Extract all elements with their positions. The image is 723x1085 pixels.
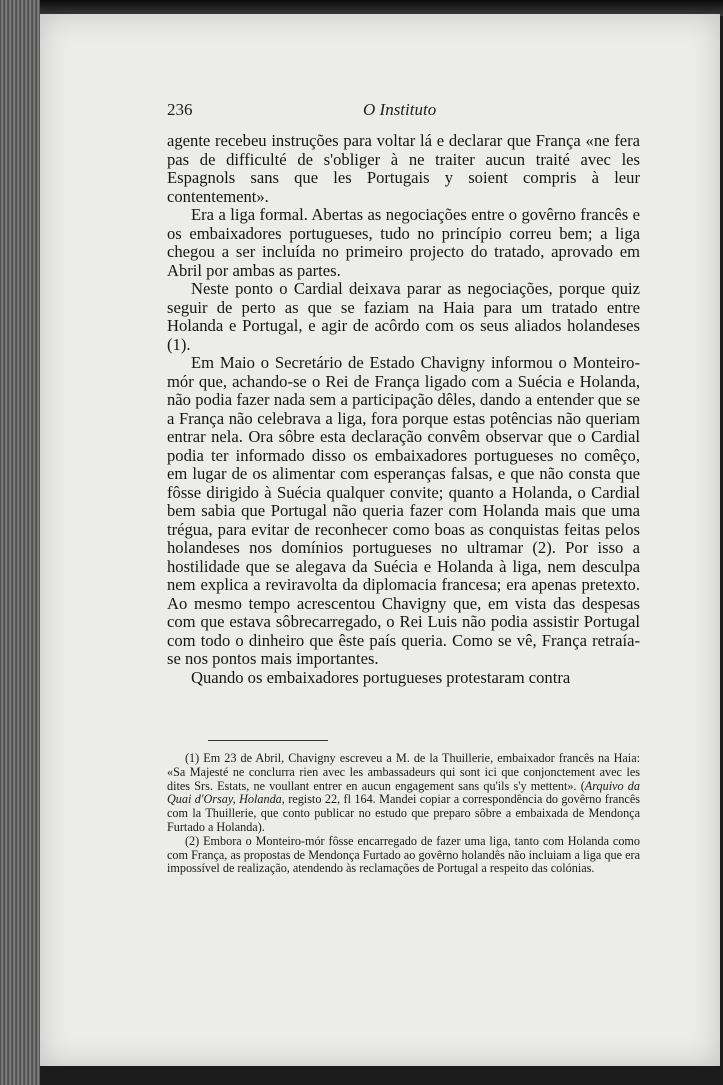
book-page-edges (0, 0, 40, 1085)
running-head (167, 100, 647, 124)
paragraph: Quando os embaixadores portugueses protestaram contra (191, 667, 571, 687)
journal-title: O Instituto (363, 100, 437, 119)
footnote-1-text: (1) Em 23 de Abril, Chavigny escreveu a M. de la Thuillerie, embaixador francês na Haia: «Sa Majesté ne conclurra rien avec les ambassadeurs qui sont ici que conjonctement avec les dites Srs. Estats, ne voullant entrer en aucun engagement sans qu'ils s'y mettent». ( (167, 751, 640, 793)
page-number: 236 (167, 100, 193, 119)
paragraph: Neste ponto o Cardial deixava parar as negociações, porque quiz seguir de perto as que se faziam na Haia para um tratado entre Holanda e Portugal, e agir de acôrdo com os seus aliados holandeses (1). (167, 279, 640, 354)
footnote-1-rest: , registo 22, fl 164. Mandei copiar a correspondência do govêrno francês com la Thuillerie, que conto publicar no estudo que preparo sôbre a embaixada de Mendonça Furtado a Holanda). (167, 792, 640, 834)
paragraph: Em Maio o Secretário de Estado Chavigny informou o Monteiro-mór que, achando-se o Rei de França ligado com a Suécia e Holanda, não podia fazer nada sem a participação dêles, dando a entender que se a França não celebrava a liga, fora porque estas potências não queriam entrar nela. Ora sôbre esta declaração convêm observar que o Cardial podia ter informado disso os embaixadores portugueses no comêço, em lugar de os alimentar com esperanças falsas, e que não consta que fôsse dirigido à Suécia qualquer convite; quanto a Holanda, o Cardial bem sabia que Portugal não queria fazer com Holanda mais que uma trégua, para evitar de reconhecer como boas as conquistas feitas pelos holandeses nos domínios portugueses no ultramar (2). Por isso a hostilidade que se alegava da Suécia e Holanda à liga, nem desculpa nem explica a reviravolta da diplomacia francesa; era apenas pretexto. Ao mesmo tempo acrescentou Chavigny que, em vista das despesas com que estava sôbrecarregado, o Rei Luis não podia assistir Portugal com todo o dinheiro que êste país queria. Como se vê, França retraía-se nos pontos mais importantes. (167, 353, 640, 668)
paragraph: agente recebeu instruções para voltar lá e declarar que França «ne fera pas de difficulté de s'obliger à ne traiter aucun traité avec les Espagnols sans que les Portugais y soient compris à leur contentement». (167, 131, 640, 206)
body-text (167, 132, 640, 687)
footnote-2: (2) Embora o Monteiro-mór fôsse encarregado de fazer uma liga, tanto com Holanda como com França, as propostas de Mendonça Furtado ao govêrno holandês não incluiam a liga que era impossível de realização, atendendo às reclamações de Portugal a respeito das colónias. (167, 833, 640, 876)
paragraph: Era a liga formal. Abertas as negociações entre o govêrno francês e os embaixadores portugueses, tudo no princípio correu bem; a liga chegou a ser incluída no primeiro projecto do tratado, aprovado em Abril por ambas as partes. (167, 205, 640, 280)
footnote-divider (208, 740, 328, 741)
footnotes (167, 752, 640, 876)
footnote-1-source: Arquivo da Quai d'Orsay, Holanda (167, 778, 640, 807)
footnote-1 (167, 752, 640, 835)
